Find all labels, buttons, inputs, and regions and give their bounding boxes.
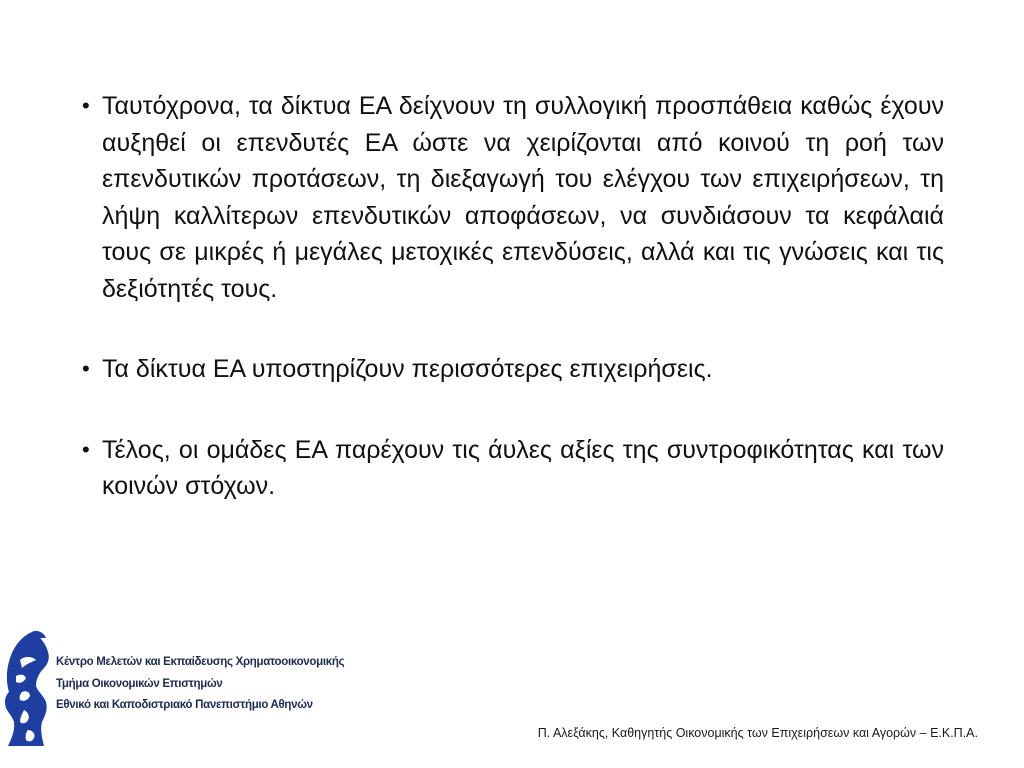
bullet-text: Τα δίκτυα ΕΑ υποστηρίζουν περισσότερες επιχειρήσεις. [102, 355, 713, 383]
logo-line-department: Τμήμα Οικονομικών Επιστημών [56, 677, 223, 690]
bullet-item [82, 88, 944, 307]
bullet-list [82, 88, 944, 505]
bullet-marker: • [82, 356, 90, 381]
bullet-marker: • [82, 93, 90, 118]
bullet-item [82, 351, 944, 388]
bullet-text: Ταυτόχρονα, τα δίκτυα ΕΑ δείχνουν τη συλλογική προσπάθεια καθώς έχουν αυξηθεί οι επενδυτές ΕΑ ώστε να χειρίζονται από κοινού τη ροή των επενδυτικών προτάσεων, τη διεξαγωγή του ελέγχου των επιχειρήσεων, τη λήψη καλλίτερων επενδυτικών αποφάσεων, να συνδιάσουν τα κεφάλαιά τους σε μικρές ή μεγάλες μετοχικές επενδύσεις, αλλά και τις γνώσεις και τις δεξιότητές τους. [102, 92, 944, 303]
bullet-item [82, 432, 944, 505]
athena-helmet-logo-icon [2, 630, 54, 748]
bullet-marker: • [82, 436, 90, 462]
logo-line-center: Κέντρο Μελετών και Εκπαίδευσης Χρηματοοικονομικής [56, 656, 345, 668]
bullet-text: Τέλος, οι ομάδες ΕΑ παρέχουν τις άυλες αξίες της συντροφικότητας και των κοινών στόχων. [102, 435, 944, 500]
logo-line-university: Εθνικό και Καποδιστριακό Πανεπιστήμιο Αθηνών [56, 699, 313, 711]
footer-credit: Π. Αλεξάκης, Καθηγητής Οικονομικής των Επιχειρήσεων και Αγορών – Ε.Κ.Π.Α. [537, 726, 978, 740]
logo-text [56, 652, 345, 717]
institution-logo [2, 630, 345, 752]
